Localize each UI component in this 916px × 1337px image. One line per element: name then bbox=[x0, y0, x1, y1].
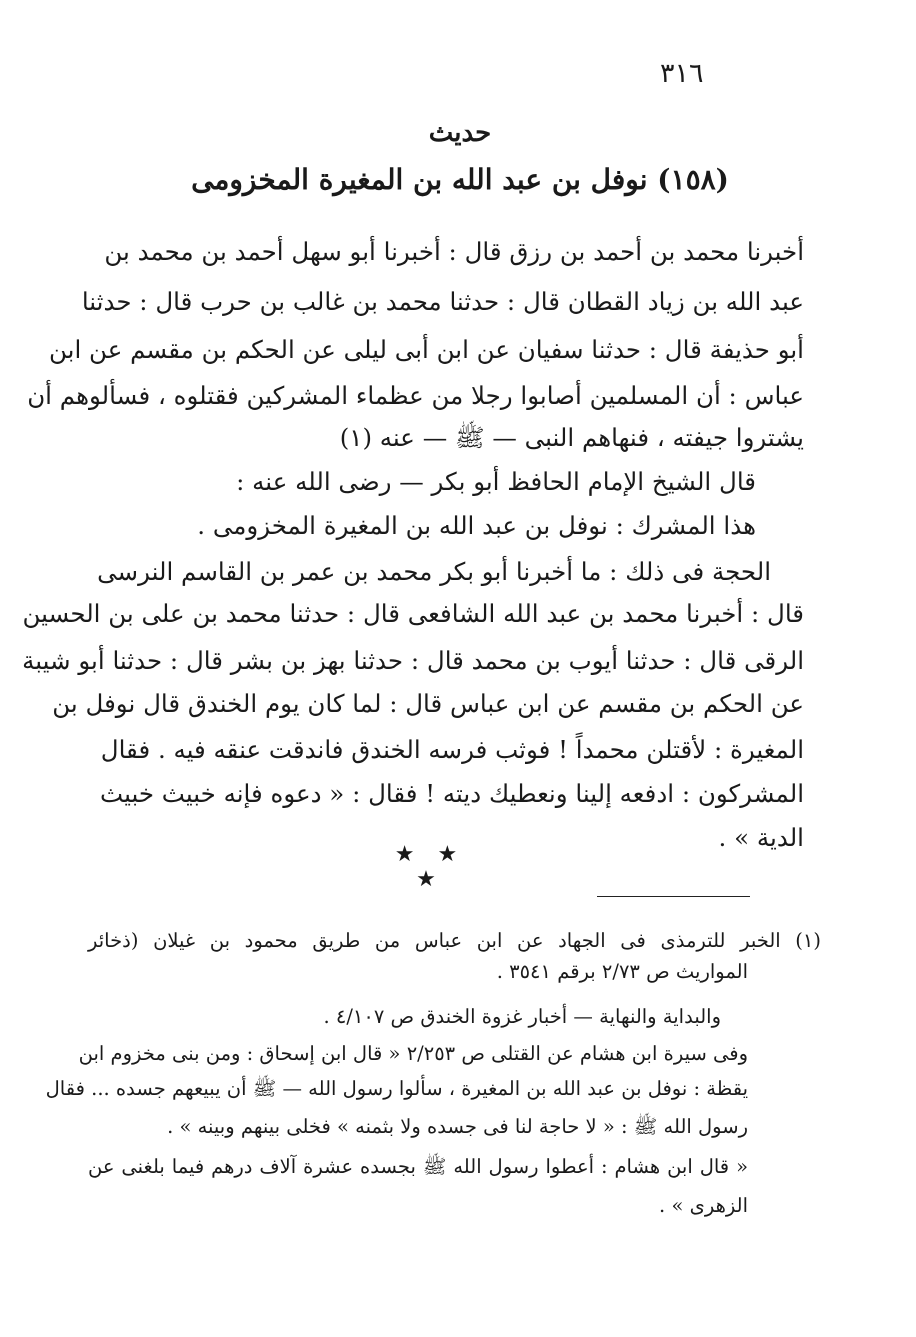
body-line: الحجة فى ذلك : ما أخبرنا أبو بكر محمد بن عمر بن القاسم النرسى bbox=[97, 557, 771, 586]
footnote-line: الزهرى » . bbox=[659, 1194, 748, 1217]
body-line: يشتروا جيفته ، فنهاهم النبى — ﷺ — عنه (١) bbox=[339, 423, 804, 452]
body-line: المشركون : ادفعه إلينا ونعطيك ديته ! فقال : « دعوه فإنه خبيث خبيث bbox=[100, 779, 804, 808]
footnote-line: يقظة : نوفل بن عبد الله بن المغيرة ، سألوا رسول الله — ﷺ أن يبيعهم جسده ... فقال bbox=[45, 1077, 748, 1100]
body-line: الرقى قال : حدثنا أيوب بن محمد قال : حدثنا بهز بن بشر قال : حدثنا أبو شيبة bbox=[22, 646, 804, 675]
body-line: عبد الله بن زياد القطان قال : حدثنا محمد بن غالب بن حرب قال : حدثنا bbox=[81, 287, 804, 316]
page-number: ٣١٦ bbox=[660, 58, 704, 89]
body-line: قال الشيخ الإمام الحافظ أبو بكر — رضى الله عنه : bbox=[236, 467, 756, 496]
footnote-line: والبداية والنهاية — أخبار غزوة الخندق ص ٤/١٠٧ . bbox=[323, 1005, 721, 1028]
footnote-line: « قال ابن هشام : أعطوا رسول الله ﷺ بجسده عشرة آلاف درهم فيما بلغنى عن bbox=[88, 1155, 748, 1178]
body-line: عن الحكم بن مقسم عن ابن عباس قال : لما كان يوم الخندق قال نوفل بن bbox=[52, 689, 804, 718]
body-line: عباس : أن المسلمين أصابوا رجلا من عظماء المشركين فقتلوه ، فسألوهم أن bbox=[27, 381, 804, 410]
footnote-line: رسول الله ﷺ : « لا حاجة لنا فى جسده ولا بثمنه » فخلى بينهم وبينه » . bbox=[167, 1115, 748, 1138]
footnote-line: المواريث ص ٢/٧٣ برقم ٣٥٤١ . bbox=[496, 960, 748, 983]
section-heading: حديث bbox=[428, 118, 492, 148]
footnote-line: (١) الخبر للترمذى فى الجهاد عن ابن عباس من طريق محمود بن غيلان (ذخائر bbox=[88, 929, 821, 952]
section-separator: ★ ★ ★ bbox=[394, 842, 466, 892]
body-line: أخبرنا محمد بن أحمد بن رزق قال : أخبرنا أبو سهل أحمد بن محمد بن bbox=[104, 237, 804, 266]
body-line: هذا المشرك : نوفل بن عبد الله بن المغيرة المخزومى . bbox=[197, 511, 756, 540]
body-line: أبو حذيفة قال : حدثنا سفيان عن ابن أبى ليلى عن الحكم بن مقسم عن ابن bbox=[48, 335, 804, 364]
page-title: (١٥٨) نوفل بن عبد الله بن المغيرة المخزومى bbox=[191, 163, 729, 196]
footnote-rule bbox=[597, 896, 750, 897]
body-line: قال : أخبرنا محمد بن عبد الله الشافعى قال : حدثنا محمد بن على بن الحسين bbox=[22, 599, 804, 628]
footnote-line: وفى سيرة ابن هشام عن القتلى ص ٢/٢٥٣ « قال ابن إسحاق : ومن بنى مخزوم ابن bbox=[78, 1042, 748, 1065]
body-line: الدية » . bbox=[718, 823, 804, 852]
body-line: المغيرة : لأقتلن محمداً ! فوثب فرسه الخندق فاندقت عنقه فيه . فقال bbox=[100, 735, 804, 764]
